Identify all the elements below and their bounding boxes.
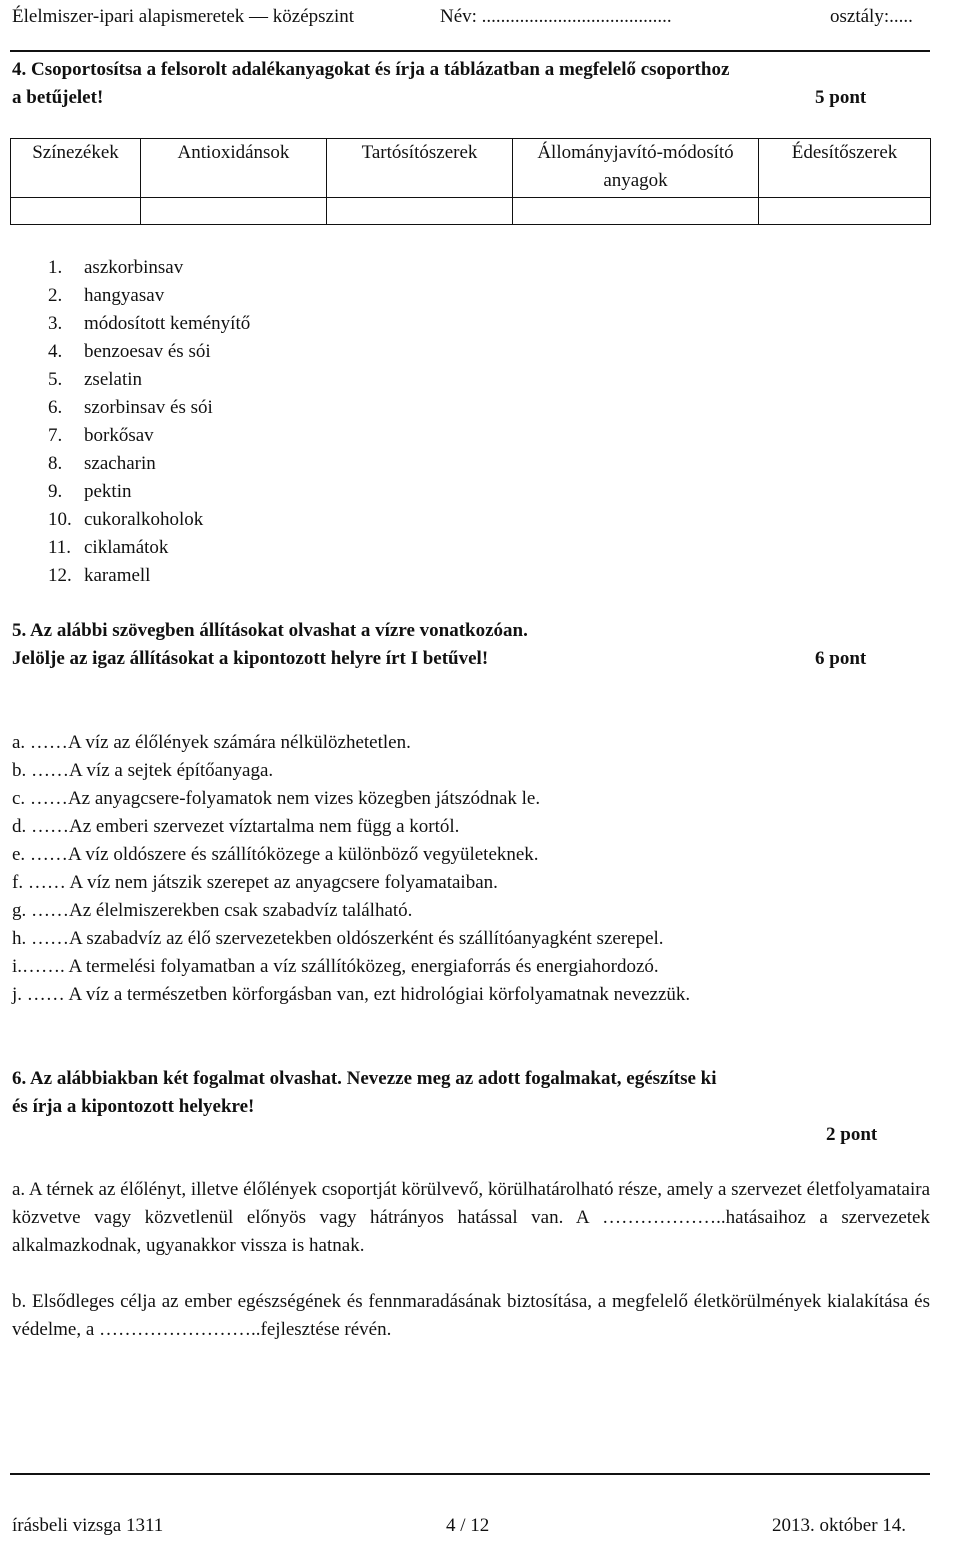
additive-list (48, 254, 250, 590)
list-item: 6. szorbinsav és sói (48, 397, 213, 418)
category-answer-row (11, 198, 931, 225)
q4-title-line2: a betűjelet! (12, 87, 104, 108)
answer-cell[interactable] (759, 198, 931, 225)
statement-item[interactable]: c. ……Az anyagcsere-folyamatok nem vizes közegben játszódnak le. (12, 788, 541, 809)
q5-title-line2: Jelölje az igaz állításokat a kipontozott helyre írt I betűvel! (12, 648, 489, 669)
list-item: 7. borkősav (48, 425, 154, 446)
list-item: 4. benzoesav és sói (48, 341, 211, 362)
footer-exam-code: írásbeli vizsga 1311 (12, 1515, 164, 1536)
list-item: 1. aszkorbinsav (48, 257, 184, 278)
q6-title-line1: 6. Az alábbiakban két fogalmat olvashat. Nevezze meg az adott fogalmakat, egészítse ki (12, 1068, 717, 1089)
q4-title-line1: 4. Csoportosítsa a felsorolt adalékanyagokat és írja a táblázatban a megfelelő csoporthoz (12, 59, 730, 80)
footer-page-number: 4 / 12 (446, 1515, 490, 1536)
statement-item[interactable]: h. ……A szabadvíz az élő szervezetekben oldószerként és szállítóanyagként szerepel. (12, 928, 664, 949)
statement-item[interactable]: j. …… A víz a természetben körforgásban van, ezt hidrológiai körfolyamatnak nevezzük. (12, 984, 691, 1005)
col-allomanyjavito: Állományjavító-módosító anyagok (513, 139, 759, 198)
statement-list (12, 729, 690, 1009)
statement-item[interactable]: d. ……Az emberi szervezet víztartalma nem függ a kortól. (12, 816, 460, 837)
col-edesitoszerek: Édesítőszerek (759, 139, 931, 198)
list-item: 12. karamell (48, 565, 151, 586)
q6-item-a[interactable]: a. A térnek az élőlényt, illetve élőlények csoportját körülvevő, körülhatárolható része, amely a szervezet életfolyamataira közvetve vagy közvetlenül előnyös vagy hátrányos hatással van. A ………………..hatásaihoz a szervezetek alkalmazkodnak, ugyanakkor vissza is hatnak. (12, 1179, 930, 1256)
footer-rule (10, 1473, 930, 1475)
list-item: 9. pektin (48, 481, 132, 502)
list-item: 8. szacharin (48, 453, 156, 474)
statement-item[interactable]: f. …… A víz nem játszik szerepet az anyagcsere folyamataiban. (12, 872, 498, 893)
statement-item[interactable]: a. ……A víz az élőlények számára nélkülözhetetlen. (12, 732, 411, 753)
category-header-row (11, 139, 931, 198)
q4-points: 5 pont (815, 87, 867, 108)
category-table (10, 138, 931, 225)
footer-date: 2013. október 14. (772, 1515, 907, 1536)
header-class-field: osztály:..... (830, 6, 913, 27)
q6-title-line2: és írja a kipontozott helyekre! (12, 1096, 255, 1117)
q5-title-line1: 5. Az alábbi szövegben állításokat olvashat a vízre vonatkozóan. (12, 620, 528, 641)
q6-points: 2 pont (826, 1124, 878, 1145)
answer-cell[interactable] (11, 198, 141, 225)
col-szinezekek: Színezékek (11, 139, 141, 198)
answer-cell[interactable] (141, 198, 327, 225)
list-item: 10. cukoralkoholok (48, 509, 204, 530)
q6-item-b[interactable]: b. Elsődleges célja az ember egészségének és fennmaradásának biztosítása, a megfelelő életkörülmények kialakítása és védelme, a ……………………..fejlesztése révén. (12, 1291, 930, 1340)
statement-item[interactable]: i.……. A termelési folyamatban a víz szállítóközeg, energiaforrás és energiahordozó. (12, 956, 659, 977)
list-item: 11. ciklamátok (48, 537, 169, 558)
answer-cell[interactable] (327, 198, 513, 225)
header-rule (10, 50, 930, 52)
col-tartositoszerek: Tartósítószerek (327, 139, 513, 198)
q5-points: 6 pont (815, 648, 867, 669)
list-item: 3. módosított keményítő (48, 313, 251, 334)
header-subject: Élelmiszer-ipari alapismeretek — középszint (12, 6, 355, 27)
statement-item[interactable]: b. ……A víz a sejtek építőanyaga. (12, 760, 274, 781)
list-item: 5. zselatin (48, 369, 143, 390)
statement-item[interactable]: g. ……Az élelmiszerekben csak szabadvíz található. (12, 900, 413, 921)
list-item: 2. hangyasav (48, 285, 165, 306)
statement-item[interactable]: e. ……A víz oldószere és szállítóközege a különböző vegyületeknek. (12, 844, 539, 865)
col-antioxidansok: Antioxidánsok (141, 139, 327, 198)
answer-cell[interactable] (513, 198, 759, 225)
header-name-field: Név: ........................................ (440, 6, 672, 27)
